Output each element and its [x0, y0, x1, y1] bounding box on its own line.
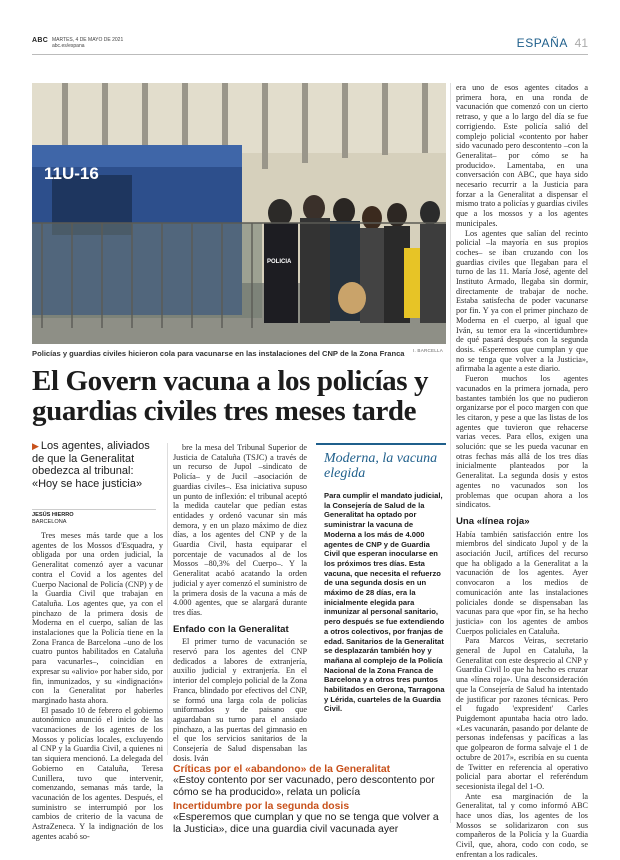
header-url[interactable]: abc.es/espana	[52, 43, 85, 49]
section-title: ESPAÑA	[516, 36, 568, 50]
paragraph: Ante esa marginación de la Generalitat, tal y como informó ABC hace unos días, los agentes de los Mossos se solidarizaron con sus compañeros de la Policía y la Guardia Civil, que, ahora, codo con codo, se enfrentan a los radicales.	[456, 791, 588, 859]
author: JESÚS HIERRO	[32, 512, 74, 518]
photo-caption: Policías y guardias civiles hicieron cola para vacunarse en las instalaciones del CNP de la Zona Franca	[32, 349, 405, 358]
box-title: Moderna, la vacuna elegida	[324, 451, 438, 481]
box-text: Para cumplir el mandato judicial, la Consejería de Salud de la Generalitat ha optado por suministrar la vacuna de Moderna a los más de 4.000 agentes de CNP y de Guardia Civil que esperan inocularse en los próximos tres días. Esta vacuna, que necesita el refuerzo de una segunda dosis en un máximo de 28 días, era la inicialmente elegida para inmunizar al personal sanitario, pero después se fue extendiendo a otros colectivos, por franjas de edad. Sanitarios de la Generalitat se desplazarán también hoy y mañana al complejo de la Policía Nacional de la Zona Franca de Barcelona y a otros tres puntos habilitados en Gerona, Tarragona y Lérida, cuarteles de la Guardia Civil.	[324, 491, 445, 714]
pull-quotes	[173, 764, 447, 838]
page-number: 41	[574, 36, 588, 50]
vest-label: POLICIA	[267, 259, 292, 265]
pull-quote: «Esperemos que cumplan y que no se tenga que volver a la Justicia», dice una guardia civil vacunada ayer	[173, 812, 439, 835]
triangle-bullet-icon: ▶	[32, 441, 39, 451]
header-date: MARTES, 4 DE MAYO DE 2021	[52, 37, 124, 43]
page-header	[32, 34, 588, 55]
paragraph: bre la mesa del Tribunal Superior de Justicia de Cataluña (TSJC) a través de un recurso de Jupol –sindicato de Policía– y de Jucil –asociación de guardias civiles–. Esa iniciativa supuso un punto de inflexión: el tribunal aceptó la medida cautelar que pedían estas entidades y ordenó vacunar sin más demora, y en un plazo máximo de diez días, a los agentes del CNP y de la Guardia Civil, hasta equiparar el porcentaje de vacunados al de los Mossos –80,3% del Cuerpo–. Y la Generalitat acabó acatando la orden judicial y ayer comenzó el suministro de la primera dosis de la vacuna a más de 4.000 agentes, que se alargará durante tres días.	[173, 443, 307, 617]
paragraph: Fueron muchos los agentes vacunados en la primera jornada, pero bastantes también los que no pudieron organizarse por el poco margen con que les citaron, y pese a que las listas de los agentes que tuvieron que rehacerse varias veces. Para ellos, exigen una solución: que se les pueda vacunar en otras fechas más allá de los tres días inicialmente planteados por la Generalitat. La segunda dosis y estos agentes no vacunados son los problemas que ocupan ahora a los sindicatos.	[456, 374, 588, 510]
paragraph: El pasado 10 de febrero el gobierno autonómico anunció el inicio de las vacunaciones de los agentes de los Mossos y policías locales, excluyendo al CNP y la Guardia Civil, a quienes ni tan siquiera mencionó. La delegada del Gobierno en Cataluña, Teresa Cunillera, tuvo que intervenir, comenzando, semanas más tarde, la vacunación de los agentes. Después, el suministro se interrumpió por los cambios de criterio de la vacuna de AstraZeneca. Y la indignación de los agentes acabó so-	[32, 705, 163, 841]
van-label: 11U-16	[44, 164, 99, 183]
paragraph: era uno de esos agentes citados a primera hora, en una ronda de vacunación que comenzó con un cierto retraso, y que a lo largo del día se fue corrigiendo. Este policía salió del complejo policial «contento por haber sido vacunado pero descontento –con la Generalitat– por cómo se ha producido». Lamentaba, en una conversación con ABC, que haya sido necesario recurrir a la Justicia para forzar a la Generalitat a dispensar el mismo trato a policías y guardias civiles que a los mossos y a los agentes municipales.	[456, 83, 588, 228]
sidebar-box	[316, 443, 446, 714]
headline: El Govern vacuna a los policías y guardias civiles tres meses tarde	[32, 365, 429, 427]
pull-quote: «Estoy contento por ser vacunado, pero descontento por cómo se ha producido», relata un policía	[173, 775, 435, 798]
paragraph: El primer turno de vacunación se reservó para los agentes del CNP dedicados a labores de extranjería, auxilio judicial y extranjería. En el interior del complejo policial de la Zona Franca, blindado por efectivos del CNP, se formó una larga cola de policías uniformados y de paisano que aguardaban su turno para el ansiado pinchazo, a las puertas del gimnasio en el que los servicios sanitarios de la Consejería de Salud dispensaban las dosis. Iván	[173, 637, 307, 763]
photo-credit: I. BARCELLA	[413, 348, 444, 353]
article-column-2	[173, 443, 307, 764]
pull-title: Críticas por el «abandono» de la Generalitat	[173, 764, 391, 775]
column-divider	[167, 443, 168, 755]
photo-illustration	[32, 83, 446, 344]
paragraph: Tres meses más tarde que a los agentes de los Mossos d'Esquadra, y obligada por una orden judicial, la Generalitat comenzó ayer a vacunar contra el Covid a los agentes del Cuerpo Nacional de Policía (CNP) y de la Guardia Civil que trabajan en Cataluña. Los agentes que, ya con el pinchazo de la primera dosis de Moderna en el cuerpo, salían de las instalaciones que la Policía tiene en la Zona Franca de Barcelona –uno de los cuatro puntos habilitados en Cataluña para vacunarles–, coincidían en expresar su «alivio» por haber sido, por fin, inmunizados, y su «indignación» con la Generalitat por haberles marginado hasta ahora.	[32, 531, 163, 705]
article-column-1	[32, 531, 163, 842]
news-photo	[32, 83, 446, 344]
column-divider	[450, 83, 451, 823]
header-date-block	[52, 37, 123, 49]
pull-title: Incertidumbre por la segunda dosis	[173, 801, 350, 812]
header-logo: ABC	[32, 37, 49, 44]
paragraph: Los agentes que salían del recinto policial –la mayoría en sus propios coches– se iban cruzando con los guardias civiles que llegaban para el turno de las 11. María José, agente del Instituto Armado, llegaba sin dormir, directamente de trabajar de noche. Estaba satisfecha de poder vacunarse por fin. Y ya con el primer pinchazo de Moderna en el cuerpo, al igual que Iván, su temor era la «incertidumbre» de qué pasará después con la segunda dosis. «Esperemos que cumplan y que no se tenga que volver a la Justicia», afirmaba la agente a este diario.	[456, 228, 588, 374]
section-heading: Una «línea roja»	[456, 515, 530, 527]
subheadline-text: Los agentes, aliviados de que la Generalitat obedezca al tribunal: «Hoy se hace justicia»	[32, 440, 150, 490]
article-column-4	[456, 83, 588, 860]
byline	[32, 509, 156, 526]
paragraph: Había también satisfacción entre los miembros del sindicato Jupol y de la asociación Jucil, artífices del recurso que ha obligado a la Generalitat a la vacunación de los agentes. Ayer convocaron a los medios de comunicación ante las instalaciones policiales donde se dispensaban las vacunas para que «por fin, se ha hecho justicia» con los agentes de ambos Cuerpos policiales en Cataluña.	[456, 529, 588, 636]
location: BARCELONA	[32, 519, 67, 525]
subheadline	[32, 440, 156, 490]
paragraph: Para Marcos Veiras, secretario general de Jupol en Cataluña, la Generalitat con este desprecio al CNP y Guardia Civil lo que ha hecho es cruzar una «línea roja». Una desconsideración que la Consejería de Salud ha intentado de justificar por razones técnicas. Pero el fugado 'expresident' Carles Puigdemont apuntaba hacia otro lado. «Les vacunarán, pasando por delante de personas indefensas y pacíficas a las que golpearon de forma salvaje el 1 de octubre de 2017», escribía en su cuenta de Twitter en referencia al operativo policial para abortar el referéndum secesionista ilegal del 1-O.	[456, 636, 588, 791]
section-heading: Enfado con la Generalitat	[173, 623, 289, 635]
